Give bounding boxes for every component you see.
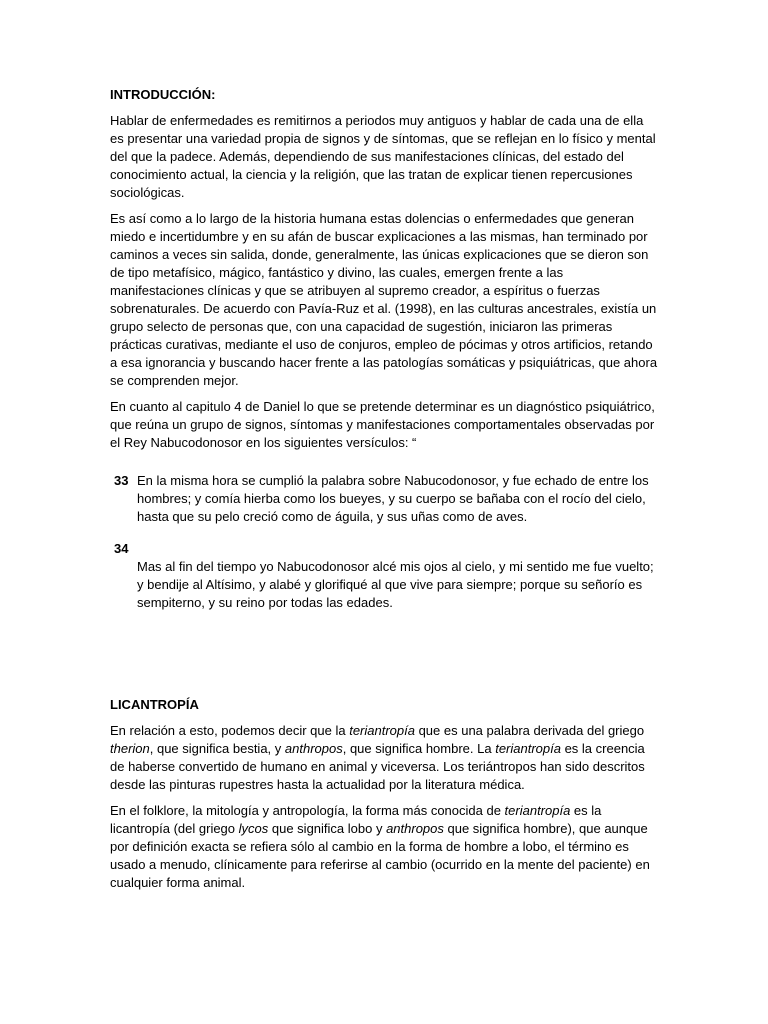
intro-paragraph-1: Hablar de enfermedades es remitirnos a periodos muy antiguos y hablar de cada una de ella es presentar una variedad propia de signos y de síntomas, que se reflejan en lo físico y mental del que la padece. Además, dependiendo de sus manifestaciones clínicas, del estado del conocimiento actual, la ciencia y la religión, que las tratan de explicar tienen repercusiones sociológicas. [110,113,656,200]
term-anthropos: anthropos [386,821,444,836]
verse-number: 34 [114,541,129,556]
document-body [110,86,658,900]
verse-text: Mas al fin del tiempo yo Nabucodonosor alcé mis ojos al cielo, y mi sentido me fue vuelto; y bendije al Altísimo, y alabé y glorifiqué al que vive para siempre; porque su señorío es sempiterno, y su reino por todas las edades. [137,559,654,610]
licantropia-heading: LICANTROPÍA [110,697,199,712]
term-teriantropia: teriantropía [504,803,571,818]
verse-34 [110,540,658,612]
term-teriantropia: teriantropía [495,741,561,756]
intro-paragraph-3: En cuanto al capitulo 4 de Daniel lo que se pretende determinar es un diagnóstico psiquiátrico, que reúna un grupo de signos, síntomas y manifestaciones comportamentales observadas por el Rey Nabucodonosor en los siguientes versículos: “ [110,399,655,450]
term-therion: therion [110,741,150,756]
intro-paragraph-2: Es así como a lo largo de la historia humana estas dolencias o enfermedades que generan miedo e incertidumbre y en su afán de buscar explicaciones a las mismas, han terminado por caminos a veces sin salida, donde, generalmente, las únicas explicaciones que se dieron son de tipo metafísico, mágico, fantástico y divino, las cuales, emergen frente a las manifestaciones clínicas y que se atribuyen al supremo creador, a espíritus o fuerzas sobrenaturales. De acuerdo con Pavía-Ruz et al. (1998), en las culturas ancestrales, existía un grupo selecto de personas que, con una capacidad de sugestión, iniciaron las primeras prácticas curativas, mediante el uso de conjuros, empleo de pócimas y otros artificios, retando a esa ignorancia y buscando hacer frente a las patologías somáticas y psiquiátricas, que ahora se comprenden mejor. [110,211,658,388]
term-anthropos: anthropos [284,741,343,756]
verse-text: En la misma hora se cumplió la palabra sobre Nabucodonosor, y fue echado de entre los hombres; y comía hierba como los bueyes, y su cuerpo se bañaba con el rocío del cielo, hasta que su pelo creció como de águila, y sus uñas como de aves. [137,473,649,524]
term-teriantropia: teriantropía [349,723,415,738]
licantropia-paragraph-2: En el folklore, la mitología y antropología, la forma más conocida de teriantropía es la licantropía (del griego lycos que significa lobo y anthropos que significa hombre), que aunque por definición exacta se refiera sólo al cambio en la forma de hombre a lobo, el término es usado a menudo, clínicamente para referirse al cambio (ocurrido en la mente del paciente) en cualquier forma animal. [110,803,650,890]
term-lycos: lycos [238,821,269,836]
licantropia-paragraph-1: En relación a esto, podemos decir que la teriantropía que es una palabra derivada del griego therion, que significa bestia, y anthropos, que significa hombre. La teriantropía es la creencia de haberse convertido de humano en animal y viceversa. Los teriántropos han sido descritos desde las pinturas rupestres hasta la actualidad por la literatura médica. [110,723,645,792]
verse-33 [110,472,658,526]
intro-heading: INTRODUCCIÓN: [110,87,216,102]
verse-number: 33 [114,473,129,488]
